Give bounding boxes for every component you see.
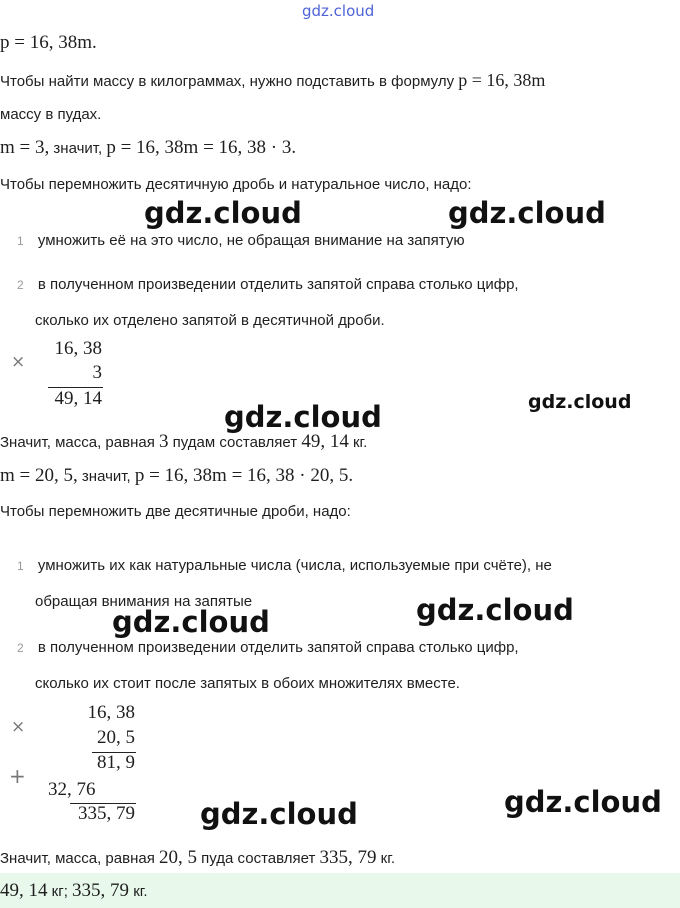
rule2-item1 — [17, 557, 552, 574]
answer-unit1: кг; — [47, 883, 73, 900]
list-number: 2 — [17, 278, 24, 292]
result1-pre: Значит, масса, равная — [0, 434, 159, 451]
rule1-item2 — [17, 276, 519, 293]
answer-unit2: кг. — [129, 883, 148, 900]
mult2-factor-b: 20, 5 — [97, 727, 135, 748]
case1-expr: p = 16, 38m = 16, 38 · 3. — [106, 137, 297, 158]
result2-unit: кг. — [376, 850, 396, 867]
case1-line — [0, 137, 296, 159]
answer-line — [0, 880, 148, 902]
watermark: gdz.cloud — [448, 196, 606, 230]
list-number: 2 — [17, 641, 24, 655]
mult2-partial2: 32, 76 — [48, 779, 96, 800]
watermark: gdz.cloud — [112, 605, 270, 639]
mult2-result: 335, 79 — [78, 803, 135, 824]
result2-pre: Значит, масса, равная — [0, 850, 159, 867]
mult2-partial1: 81, 9 — [97, 752, 135, 773]
list-item-text: в полученном произведении отделить запятой справа столько цифр, — [37, 276, 519, 293]
case1-cond: m = 3, — [0, 137, 50, 158]
result2-n: 20, 5 — [159, 847, 197, 868]
mult2-factor-a: 16, 38 — [87, 702, 135, 723]
result2-mid: пуда составляет — [197, 850, 320, 867]
mult1-factor-b: 3 — [92, 362, 102, 383]
result2-val: 335, 79 — [319, 847, 377, 868]
result1-val: 49, 14 — [301, 431, 349, 452]
watermark: gdz.cloud — [416, 593, 574, 627]
watermark: gdz.cloud — [144, 196, 302, 230]
list-item-text: умножить их как натуральные числа (числа, используемые при счёте), не — [37, 557, 552, 574]
watermark-top: gdz.cloud — [302, 2, 375, 20]
rule2-title: Чтобы перемножить две десятичные дроби, надо: — [0, 503, 351, 520]
multiply-sign: × — [11, 717, 26, 737]
result1-n: 3 — [159, 431, 169, 452]
multiply-sign: × — [11, 352, 26, 372]
rule2-item2-cont: сколько их стоит после запятых в обоих множителях вместе. — [35, 675, 460, 692]
watermark: gdz.cloud — [200, 797, 358, 831]
rule1-title: Чтобы перемножить десятичную дробь и натуральное число, надо: — [0, 176, 472, 193]
case2-line — [0, 465, 353, 487]
case2-expr: p = 16, 38m = 16, 38 · 20, 5. — [134, 465, 354, 486]
rule2-item2 — [17, 639, 519, 656]
intro-formula: p = 16, 38m — [458, 70, 546, 90]
mult1-factor-a: 16, 38 — [54, 338, 102, 359]
watermark: gdz.cloud — [528, 391, 632, 413]
list-item-text: в полученном произведении отделить запятой справа столько цифр, — [37, 639, 519, 656]
answer-value1: 49, 14 — [0, 880, 48, 901]
case2-word: значит, — [77, 468, 135, 485]
case1-word: значит, — [49, 140, 107, 157]
mult1-result: 49, 14 — [54, 388, 102, 409]
result1-mid: пудам составляет — [168, 434, 302, 451]
list-number: 1 — [17, 559, 24, 573]
watermark: gdz.cloud — [504, 785, 662, 819]
plus-sign: + — [9, 764, 26, 788]
rule2-item1-cont: обращая внимания на запятые — [35, 593, 253, 610]
case2-cond: m = 20, 5, — [0, 465, 78, 486]
result1-unit: кг. — [348, 434, 368, 451]
rule1-item2-cont: сколько их отделено запятой в десятичной дроби. — [35, 312, 385, 329]
rule1-item1 — [17, 232, 465, 249]
intro-text: Чтобы найти массу в килограммах, нужно подставить в формулу — [0, 73, 455, 90]
list-item-text: умножить её на это число, не обращая внимание на запятую — [37, 232, 465, 249]
result2-line — [0, 847, 395, 869]
formula-line: p = 16, 38m. — [0, 32, 97, 53]
answer-value2: 335, 79 — [72, 880, 130, 901]
list-number: 1 — [17, 234, 24, 248]
intro-paragraph-line2: массу в пудах. — [0, 106, 102, 123]
watermark: gdz.cloud — [224, 400, 382, 434]
result1-line — [0, 431, 367, 453]
intro-paragraph-line1 — [0, 70, 545, 91]
